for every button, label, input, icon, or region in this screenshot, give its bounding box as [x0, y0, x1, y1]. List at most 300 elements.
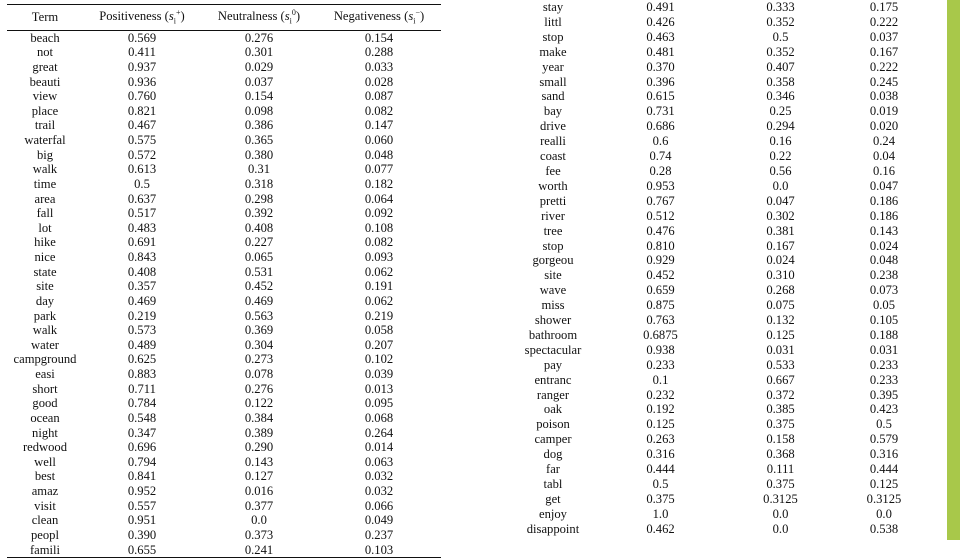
neutralness-cell: 0.31: [247, 162, 271, 177]
table-row: [7, 118, 441, 133]
term-cell: peopl: [31, 527, 59, 542]
negativeness-cell: 0.082: [364, 103, 394, 118]
term-cell: walk: [32, 162, 58, 177]
term-cell: worth: [538, 178, 568, 193]
negativeness-cell: 0.237: [364, 527, 394, 542]
table-row: [7, 192, 441, 207]
neutralness-cell: 0.346: [766, 89, 795, 104]
positiveness-cell: 0.936: [127, 74, 157, 89]
term-cell: place: [31, 103, 59, 118]
positiveness-cell: 0.467: [127, 118, 157, 133]
table-row: [7, 250, 441, 265]
neutralness-cell: 0.392: [244, 206, 274, 221]
table-row: [513, 492, 935, 507]
negativeness-cell: 0.087: [364, 89, 394, 104]
table-row: [513, 417, 935, 432]
neutralness-cell: 0.158: [766, 432, 795, 447]
positiveness-cell: 0.696: [127, 440, 157, 455]
positiveness-cell: 0.952: [127, 484, 157, 499]
positiveness-cell: 0.810: [646, 238, 675, 253]
term-cell: far: [546, 462, 560, 477]
positiveness-cell: 0.951: [127, 513, 157, 528]
term-cell: fee: [545, 163, 561, 178]
neutralness-cell: 0.132: [766, 313, 795, 328]
table-row: [7, 338, 441, 353]
table-row: [513, 194, 935, 209]
neutralness-cell: 0.143: [244, 454, 274, 469]
neutralness-cell: 0.111: [766, 462, 795, 477]
positiveness-cell: 0.572: [127, 147, 157, 162]
table-row: [7, 309, 441, 324]
negativeness-cell: 0.186: [869, 208, 899, 223]
positiveness-cell: 0.767: [646, 193, 675, 208]
positiveness-cell: 0.125: [646, 417, 675, 432]
table-row: [513, 104, 935, 119]
table-row: [513, 507, 935, 522]
neutralness-cell: 0.381: [766, 223, 795, 238]
accent-bar: [947, 0, 960, 540]
positiveness-cell: 0.841: [127, 469, 157, 484]
negativeness-cell: 0.222: [869, 14, 899, 29]
neutralness-cell: 0.0: [772, 506, 789, 521]
positiveness-cell: 0.821: [127, 103, 157, 118]
term-cell: easi: [35, 367, 55, 382]
term-cell: area: [34, 191, 56, 206]
table-row: [513, 313, 935, 328]
positiveness-cell: 0.760: [127, 89, 157, 104]
term-cell: bathroom: [528, 327, 578, 342]
positiveness-cell: 0.938: [646, 342, 675, 357]
table-row: [7, 499, 441, 514]
term-cell: site: [544, 268, 562, 283]
negativeness-cell: 0.092: [364, 206, 394, 221]
positiveness-cell: 0.548: [127, 410, 157, 425]
term-cell: tabl: [543, 477, 563, 491]
term-cell: shower: [534, 313, 572, 328]
neutralness-cell: 0.0: [772, 178, 789, 193]
term-cell: good: [32, 396, 58, 411]
table-row: [7, 60, 441, 75]
negativeness-cell: 0.423: [869, 402, 899, 417]
table-row: [513, 15, 935, 30]
term-cell: famili: [7, 543, 83, 558]
term-cell: entranc: [534, 372, 572, 387]
positiveness-cell: 0.463: [646, 29, 675, 44]
table-row: [7, 45, 441, 60]
table-row: [7, 235, 441, 250]
negativeness-cell: 0.154: [364, 30, 394, 45]
neutralness-cell: 0.369: [244, 323, 274, 338]
negativeness-cell: 0.103: [317, 543, 441, 558]
table-row: [513, 432, 935, 447]
header-positiveness: Positiveness $(s_i^+)$: [83, 5, 201, 31]
term-cell: realli: [540, 134, 566, 149]
term-cell: trail: [34, 118, 56, 133]
positiveness-cell: 0.347: [127, 425, 157, 440]
negativeness-cell: 0.058: [364, 323, 394, 338]
table-row: [7, 543, 441, 558]
negativeness-cell: 0.264: [364, 425, 394, 440]
negativeness-cell: 0.028: [364, 74, 394, 89]
neutralness-cell: 0.125: [766, 327, 795, 342]
positiveness-cell: 0.615: [646, 89, 675, 104]
table-row: [513, 209, 935, 224]
neutralness-cell: 0.469: [244, 293, 274, 308]
neutralness-cell: 0.098: [244, 103, 274, 118]
term-cell: hike: [34, 235, 56, 250]
term-cell: small: [539, 74, 567, 89]
positiveness-cell: 0.711: [128, 381, 156, 396]
positiveness-cell: 0.375: [646, 491, 675, 506]
positiveness-cell: 0.929: [646, 253, 675, 268]
term-cell: stop: [542, 238, 564, 253]
neutralness-cell: 0.276: [244, 30, 274, 45]
positiveness-cell: 0.408: [127, 264, 157, 279]
neutralness-cell: 0.154: [244, 89, 274, 104]
term-cell: pay: [543, 357, 563, 372]
table-row: [513, 30, 935, 45]
neutralness-cell: 0.333: [766, 0, 795, 14]
negativeness-cell: 0.082: [364, 235, 394, 250]
neutralness-cell: 0.0: [772, 521, 789, 536]
positiveness-cell: 0.575: [127, 133, 157, 148]
table-row: [513, 462, 935, 477]
negativeness-cell: 0.048: [869, 253, 899, 268]
neutralness-cell: 0.56: [769, 163, 792, 178]
positiveness-cell: 0.794: [127, 454, 157, 469]
table-row: [513, 164, 935, 179]
negativeness-cell: 0.288: [364, 45, 394, 60]
neutralness-cell: 0.407: [766, 59, 795, 74]
negativeness-cell: 0.05: [872, 298, 896, 313]
neutralness-cell: 0.375: [766, 417, 795, 432]
term-cell: stop: [542, 29, 564, 44]
positiveness-cell: 0.843: [127, 250, 157, 265]
negativeness-cell: 0.014: [364, 440, 394, 455]
negativeness-cell: 0.3125: [866, 491, 902, 506]
negativeness-cell: 0.207: [364, 337, 394, 352]
table-row: [513, 149, 935, 164]
table-row: [7, 104, 441, 119]
neutralness-cell: 0.375: [766, 477, 795, 491]
negativeness-cell: 0.066: [364, 498, 394, 513]
positiveness-cell: 0.390: [127, 527, 157, 542]
table-row: [7, 484, 441, 499]
negativeness-cell: 0.245: [869, 74, 899, 89]
term-cell: time: [33, 176, 57, 191]
term-cell: make: [539, 44, 567, 59]
term-cell: park: [33, 308, 57, 323]
neutralness-cell: 0.302: [766, 208, 795, 223]
negativeness-cell: 0.219: [364, 308, 394, 323]
positiveness-cell: 0.219: [127, 308, 157, 323]
positiveness-cell: 0.232: [646, 387, 675, 402]
negativeness-cell: 0.032: [364, 484, 394, 499]
table-row: [513, 328, 935, 343]
table-row: [7, 382, 441, 397]
neutralness-cell: 0.373: [244, 527, 274, 542]
positiveness-cell: 0.953: [646, 178, 675, 193]
term-cell: state: [33, 264, 57, 279]
table-row: [7, 89, 441, 104]
table-row: [513, 358, 935, 373]
table-row: [7, 528, 441, 543]
term-cell: view: [32, 89, 58, 104]
neutralness-cell: 0.389: [244, 425, 274, 440]
table-row: [7, 221, 441, 236]
table-row: [7, 426, 441, 441]
positiveness-cell: 0.5: [134, 176, 150, 191]
positiveness-cell: 0.613: [127, 162, 157, 177]
neutralness-cell: 0.029: [244, 59, 274, 74]
positiveness-cell: 0.263: [646, 432, 675, 447]
neutralness-cell: 0.3125: [763, 491, 798, 506]
neutralness-cell: 0.310: [766, 268, 795, 283]
negativeness-cell: 0.032: [364, 469, 394, 484]
negativeness-cell: 0.063: [364, 454, 394, 469]
negativeness-cell: 0.143: [869, 223, 899, 238]
term-cell: get: [545, 491, 561, 506]
negativeness-cell: 0.579: [869, 432, 899, 447]
neutralness-cell: 0.016: [244, 484, 274, 499]
positiveness-cell: 0.659: [646, 283, 675, 298]
table-row: [513, 447, 935, 462]
neutralness-cell: 0.290: [244, 440, 274, 455]
term-cell: disappoint: [526, 521, 580, 536]
negativeness-cell: 0.395: [869, 387, 899, 402]
positiveness-cell: 0.691: [127, 235, 157, 250]
neutralness-cell: 0.167: [766, 238, 795, 253]
positiveness-cell: 0.462: [646, 521, 675, 536]
neutralness-cell: 0.452: [244, 279, 274, 294]
term-cell: poison: [536, 417, 570, 432]
table-row: [513, 268, 935, 283]
positiveness-cell: 0.192: [646, 402, 675, 417]
term-cell: enjoy: [539, 506, 567, 521]
negativeness-cell: 0.048: [364, 147, 394, 162]
term-cell: big: [36, 147, 54, 162]
table-row: [513, 402, 935, 417]
negativeness-cell: 0.033: [364, 59, 394, 74]
table-row: [513, 522, 935, 537]
negativeness-cell: 0.020: [869, 119, 899, 134]
negativeness-cell: 0.186: [869, 193, 899, 208]
positiveness-cell: 0.74: [649, 149, 672, 164]
term-cell: waterfal: [24, 133, 66, 148]
negativeness-cell: 0.191: [364, 279, 394, 294]
term-cell: beauti: [29, 74, 61, 89]
term-cell: best: [34, 469, 56, 484]
neutralness-cell: 0.380: [244, 147, 274, 162]
term-cell: year: [542, 59, 564, 74]
neutralness-cell: 0.531: [244, 264, 274, 279]
term-cell: fall: [36, 206, 54, 221]
term-cell: beach: [30, 30, 60, 45]
term-cell: well: [34, 454, 56, 469]
term-cell: visit: [34, 498, 56, 513]
term-cell: water: [31, 337, 59, 352]
negativeness-cell: 0.182: [364, 176, 394, 191]
positiveness-cell: 0.6875: [643, 327, 678, 342]
term-cell: littl: [544, 14, 562, 29]
table-row: [7, 440, 441, 455]
positiveness-cell: 0.1: [652, 372, 669, 387]
positiveness-cell: 0.6: [652, 134, 669, 149]
neutralness-cell: 0.384: [244, 410, 274, 425]
term-cell: tree: [543, 223, 563, 238]
positiveness-cell: 0.573: [127, 323, 157, 338]
negativeness-cell: 0.105: [869, 313, 899, 328]
neutralness-cell: 0.386: [244, 118, 274, 133]
positiveness-cell: 0.625: [127, 352, 157, 367]
neutralness-cell: 0.533: [766, 357, 795, 372]
positiveness-cell: 0.491: [646, 0, 675, 14]
positiveness-cell: 0.512: [646, 208, 675, 223]
neutralness-cell: 0.25: [769, 104, 792, 119]
table-row: [7, 411, 441, 426]
table-row: [7, 177, 441, 192]
negativeness-cell: 0.024: [869, 238, 899, 253]
neutralness-cell: 0.377: [244, 498, 274, 513]
neutralness-cell: 0.352: [766, 14, 795, 29]
negativeness-cell: 0.073: [869, 283, 899, 298]
sentiment-table-right: [513, 0, 935, 537]
neutralness-cell: 0.065: [244, 250, 274, 265]
table-row: [513, 477, 935, 492]
positiveness-cell: 0.557: [127, 498, 157, 513]
positiveness-cell: 0.411: [128, 45, 156, 60]
negativeness-cell: 0.24: [872, 134, 896, 149]
positiveness-cell: 0.937: [127, 59, 157, 74]
negativeness-cell: 0.538: [869, 521, 899, 536]
table-row: [7, 294, 441, 309]
positiveness-cell: 0.370: [646, 59, 675, 74]
term-cell: walk: [32, 323, 58, 338]
term-cell: miss: [541, 298, 565, 313]
table-row: [7, 162, 441, 177]
neutralness-cell: 0.127: [244, 469, 274, 484]
term-cell: river: [541, 208, 565, 223]
positiveness-cell: 0.637: [127, 191, 157, 206]
table-row: [7, 469, 441, 484]
term-cell: bay: [543, 104, 563, 119]
table-row: [7, 279, 441, 294]
negativeness-cell: 0.0: [876, 506, 892, 521]
neutralness-cell: 0.047: [766, 193, 795, 208]
negativeness-cell: 0.5: [876, 417, 892, 432]
term-cell: oak: [543, 402, 563, 417]
term-cell: ranger: [536, 387, 570, 402]
negativeness-cell: 0.188: [869, 327, 899, 342]
term-cell: coast: [540, 149, 566, 164]
positiveness-cell: 1.0: [652, 506, 669, 521]
positiveness-cell: 0.481: [646, 44, 675, 59]
negativeness-cell: 0.102: [364, 352, 394, 367]
term-cell: stay: [542, 0, 564, 14]
negativeness-cell: 0.077: [364, 162, 394, 177]
term-cell: short: [32, 381, 58, 396]
neutralness-cell: 0.276: [244, 381, 274, 396]
negativeness-cell: 0.019: [869, 104, 899, 119]
positiveness-cell: 0.686: [646, 119, 675, 134]
negativeness-cell: 0.037: [869, 29, 899, 44]
term-cell: not: [36, 45, 54, 60]
neutralness-cell: 0.031: [766, 342, 795, 357]
positiveness-cell: 0.444: [646, 462, 675, 477]
term-cell: great: [32, 59, 58, 74]
positiveness-cell: 0.569: [127, 30, 157, 45]
positiveness-cell: 0.233: [646, 357, 675, 372]
table-row: [513, 298, 935, 313]
negativeness-cell: 0.038: [869, 89, 899, 104]
positiveness-cell: 0.763: [646, 313, 675, 328]
term-cell: amaz: [31, 484, 59, 499]
positiveness-cell: 0.483: [127, 220, 157, 235]
table-row: [7, 367, 441, 382]
neutralness-cell: 0.037: [244, 74, 274, 89]
negativeness-cell: 0.233: [869, 372, 899, 387]
negativeness-cell: 0.064: [364, 191, 394, 206]
table-row: [513, 89, 935, 104]
table-row: [7, 265, 441, 280]
neutralness-cell: 0.372: [766, 387, 795, 402]
sentiment-table-left: [7, 4, 441, 558]
neutralness-cell: 0.352: [766, 44, 795, 59]
negativeness-cell: 0.04: [872, 149, 896, 164]
table-row: [7, 148, 441, 163]
positiveness-cell: 0.731: [646, 104, 675, 119]
neutralness-cell: 0.5: [772, 29, 789, 44]
neutralness-cell: 0.365: [244, 133, 274, 148]
term-cell: night: [32, 425, 58, 440]
neutralness-cell: 0.358: [766, 74, 795, 89]
negativeness-cell: 0.125: [869, 477, 899, 491]
neutralness-cell: 0.122: [244, 396, 274, 411]
table-row: [513, 388, 935, 403]
table-row: [7, 75, 441, 90]
table-row: [7, 396, 441, 411]
term-cell: nice: [34, 250, 56, 265]
positiveness-cell: 0.784: [127, 396, 157, 411]
neutralness-cell: 0.304: [244, 337, 274, 352]
positiveness-cell: 0.517: [127, 206, 157, 221]
neutralness-cell: 0.024: [766, 253, 795, 268]
positiveness-cell: 0.5: [652, 477, 669, 491]
term-cell: lot: [38, 220, 52, 235]
header-neutralness: Neutralness $(s_i^0)$: [201, 5, 317, 31]
negativeness-cell: 0.147: [364, 118, 394, 133]
positiveness-cell: 0.452: [646, 268, 675, 283]
negativeness-cell: 0.039: [364, 367, 394, 382]
table-row: [513, 119, 935, 134]
neutralness-cell: 0.16: [769, 134, 792, 149]
term-cell: spectacular: [524, 342, 582, 357]
neutralness-cell: 0.385: [766, 402, 795, 417]
table-row: [513, 179, 935, 194]
neutralness-cell: 0.294: [766, 119, 795, 134]
negativeness-cell: 0.062: [364, 264, 394, 279]
neutralness-cell: 0.22: [769, 149, 792, 164]
term-cell: camper: [534, 432, 572, 447]
negativeness-cell: 0.047: [869, 178, 899, 193]
negativeness-cell: 0.095: [364, 396, 394, 411]
positiveness-cell: 0.28: [649, 163, 672, 178]
positiveness-cell: 0.655: [83, 543, 201, 558]
term-cell: wave: [539, 283, 567, 298]
negativeness-cell: 0.049: [364, 513, 394, 528]
neutralness-cell: 0.0: [251, 513, 267, 528]
header-term: Term: [7, 5, 83, 31]
